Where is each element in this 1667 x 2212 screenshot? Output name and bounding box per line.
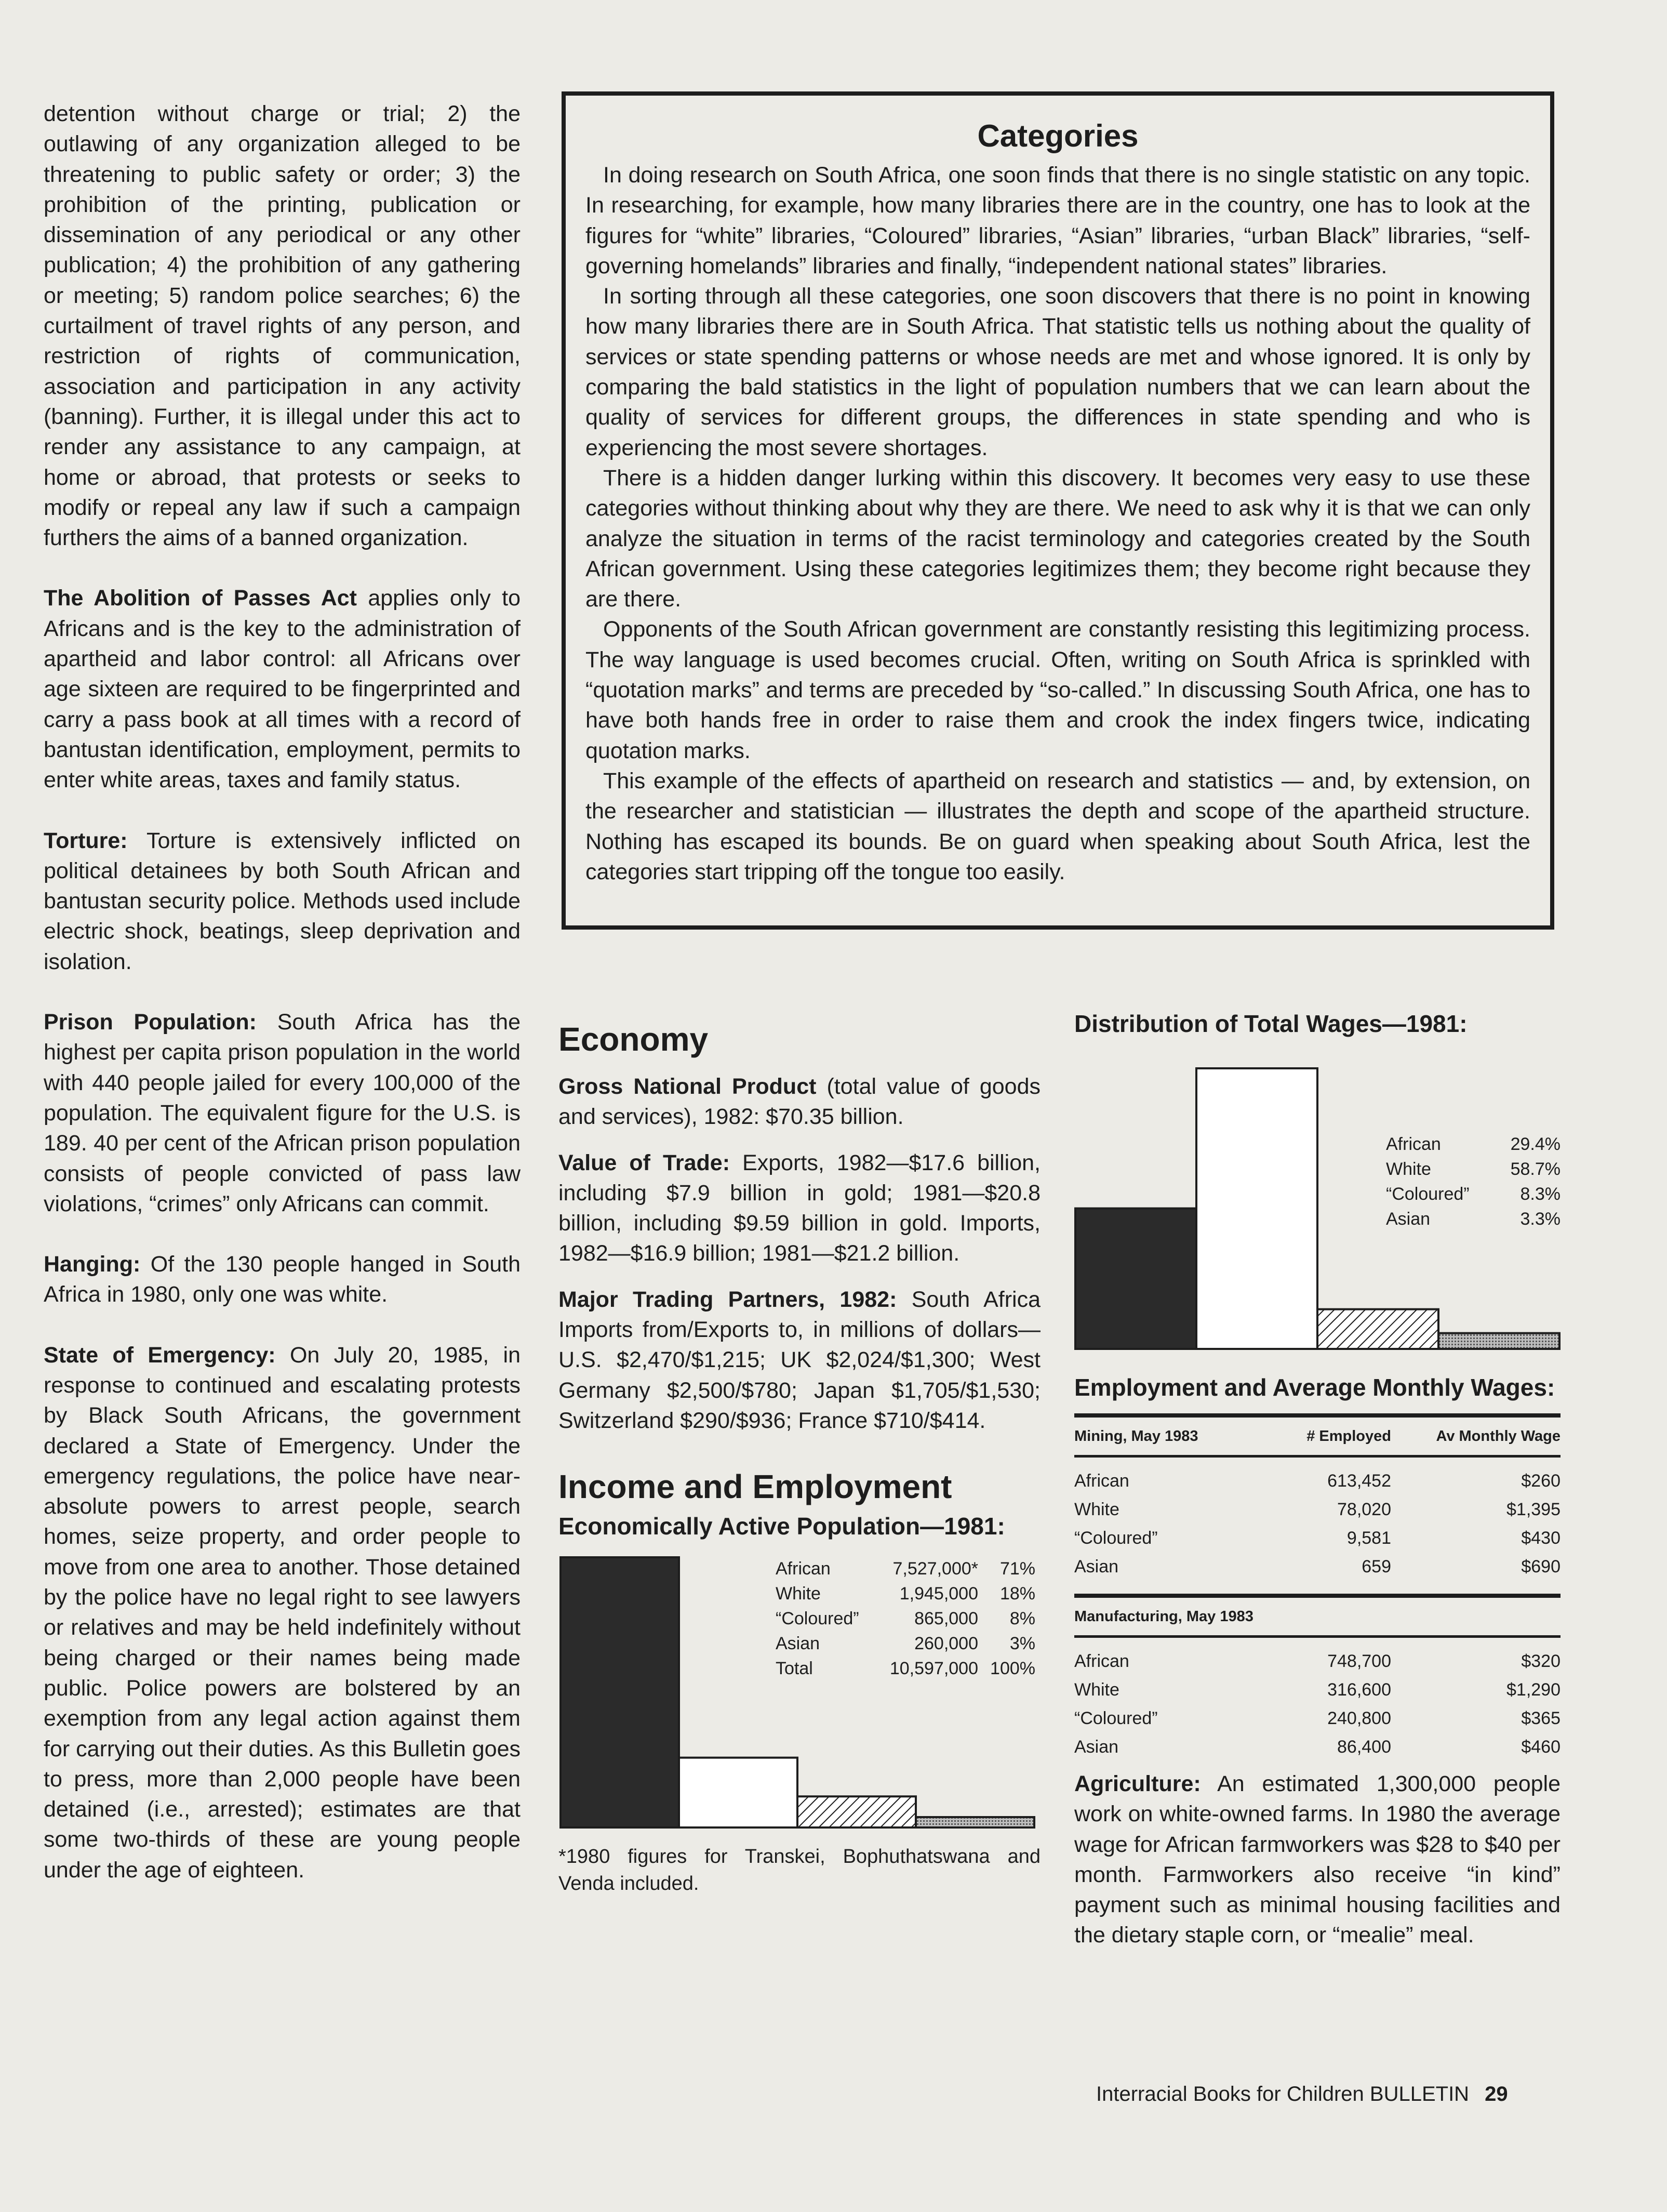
row-group: “Coloured” xyxy=(1074,1708,1158,1728)
legend-percent: 100% xyxy=(990,1659,1035,1679)
table-row xyxy=(1074,1647,1561,1676)
paragraph-value-of-trade: Value of Trade: Exports, 1982—$17.6 billion, including $7.9 billion in gold; 1981—$20.8 billion, including $9.59 billion in gold. Imports, 1982—$16.9 billion; 1981—$21.2 billion. xyxy=(558,1150,1041,1266)
legend-value: 260,000 xyxy=(914,1634,978,1654)
categories-paragraph: In doing research on South Africa, one soon finds that there is no single statistic on any topic. In researching, for example, how many libraries there are in the country, one has to look at the figures for “white” libraries, “Coloured” libraries, “Asian” libraries, “urban Black” libraries, “self-governing homelands” libraries and finally, “independent national states” libraries. xyxy=(585,163,1530,279)
categories-paragraph: Opponents of the South African government are constantly resisting this legitimizing process. The way language is used becomes crucial. Often, writing on South Africa is sprinkled with “quotation marks” and terms are preceded by “so-called.” In discussing South Africa, one has to have both hands free in order to raise them and crook the index fingers twice, indicating quotation marks. xyxy=(585,617,1530,763)
mining-table-header xyxy=(1074,1413,1561,1458)
table-row xyxy=(1074,1524,1561,1553)
legend-category: African xyxy=(1386,1134,1441,1154)
legend-row xyxy=(1386,1157,1561,1182)
paragraph-trading-partners: Major Trading Partners, 1982: South Africa Imports from/Exports to, in millions of dollars—U.S. $2,470/$1,215; UK $2,024/$1,300; West Germany $2,500/$780; Japan $1,705/$1,530; Switzerland $290/$936; France $710/$414. xyxy=(558,1287,1041,1433)
legend-row-total xyxy=(776,1656,1041,1681)
economy-heading: Economy xyxy=(558,1021,709,1058)
legend-row xyxy=(776,1606,1041,1631)
column-employed: # Employed xyxy=(1306,1427,1391,1445)
legend-percent: 3% xyxy=(1009,1634,1035,1654)
paragraph-hanging: Hanging: Of the 130 people hanged in South Africa in 1980, only one was white. xyxy=(44,1252,521,1307)
legend-category: White xyxy=(1386,1159,1431,1179)
legend-category: White xyxy=(776,1584,821,1604)
paragraph-abolition-of-passes: The Abolition of Passes Act applies only to Africans and is the key to the administration of apartheid and labor control: all Africans over age sixteen are required to be fingerprinted and carry a pass book at all times with a record of bantustan identification, employment, permits to enter white areas, taxes and family status. xyxy=(44,586,521,793)
legend-row xyxy=(1386,1207,1561,1231)
row-employed: 86,400 xyxy=(1337,1737,1391,1757)
row-wage: $1,290 xyxy=(1506,1680,1561,1700)
row-wage: $260 xyxy=(1521,1471,1561,1491)
left-column xyxy=(44,99,521,1915)
population-chart-title: Economically Active Population—1981: xyxy=(558,1513,1005,1540)
bar-african xyxy=(561,1557,679,1827)
paragraph-gnp: Gross National Product (total value of goods and services), 1982: $70.35 billion. xyxy=(558,1074,1041,1130)
row-employed: 78,020 xyxy=(1337,1500,1391,1519)
paragraph-agriculture: Agriculture: An estimated 1,300,000 people work on white-owned farms. In 1980 the average wage for African farmworkers was $28 to $40 per month. Farmworkers also receive “in kind” payment such as minimal housing facilities and the dietary staple corn, or “mealie” meal. xyxy=(1074,1771,1561,1948)
employment-heading: Employment and Average Monthly Wages: xyxy=(1074,1374,1555,1401)
table-row xyxy=(1074,1704,1561,1733)
row-group: Asian xyxy=(1074,1557,1119,1577)
column-wage: Av Monthly Wage xyxy=(1436,1427,1561,1445)
categories-paragraph: There is a hidden danger lurking within this discovery. It becomes very easy to use these categories without thinking about why they are there. We need to ask why it is that we can only analyze the situation in terms of the racist terminology and categories created by the South African government. Using these categories legitimizes them; they become right because they are there. xyxy=(585,465,1530,612)
legend-percent: 8% xyxy=(1009,1609,1035,1629)
paragraph-state-of-emergency: State of Emergency: On July 20, 1985, in response to continued and escalating protests by Black South Africans, the government declared a State of Emergency. Under the emergency regulations, the police have near-absolute powers to arrest people, search homes, seize property, and order people to move from one area to another. Those detained by the police have no legal right to see lawyers or relatives and may be held indefinitely without being charged or their names being made public. Police powers are bolstered by an exemption from any legal action against them for carrying out their duties. As this Bulletin goes to press, more than 2,000 people have been detained (i.e., arrested); estimates are that some two-thirds of these are young people under the age of eighteen. xyxy=(44,1342,521,1883)
legend-category: Asian xyxy=(776,1634,820,1654)
legend-category: Total xyxy=(776,1659,813,1679)
row-employed: 240,800 xyxy=(1327,1708,1391,1728)
population-legend xyxy=(776,1556,1041,1681)
bar-asian xyxy=(916,1817,1034,1827)
row-wage: $320 xyxy=(1521,1651,1561,1671)
row-employed: 659 xyxy=(1362,1557,1391,1577)
population-footnote: *1980 figures for Transkei, Bophuthatswana and Venda included. xyxy=(558,1846,1041,1895)
bar-asian xyxy=(1438,1333,1559,1349)
legend-value: 10,597,000 xyxy=(889,1659,978,1679)
legend-value: 58.7% xyxy=(1510,1159,1561,1179)
manufacturing-table-title: Manufacturing, May 1983 xyxy=(1074,1608,1253,1625)
table-row xyxy=(1074,1733,1561,1761)
legend-row xyxy=(776,1581,1041,1606)
row-wage: $1,395 xyxy=(1506,1500,1561,1519)
legend-category: “Coloured” xyxy=(1386,1184,1470,1204)
manufacturing-table xyxy=(1074,1638,1561,1769)
legend-value: 29.4% xyxy=(1510,1134,1561,1154)
row-employed: 613,452 xyxy=(1327,1471,1391,1491)
income-heading: Income and Employment xyxy=(558,1468,952,1506)
bar-coloured xyxy=(797,1797,916,1828)
right-column xyxy=(1074,1008,1561,1981)
bar-white xyxy=(679,1758,797,1827)
middle-column xyxy=(558,1018,1041,1927)
legend-category: Asian xyxy=(1386,1209,1431,1229)
categories-sidebar-box xyxy=(562,91,1554,930)
legend-row xyxy=(1386,1132,1561,1157)
row-group: African xyxy=(1074,1471,1129,1491)
legend-value: 3.3% xyxy=(1520,1209,1561,1229)
legend-value: 8.3% xyxy=(1520,1184,1561,1204)
row-group: White xyxy=(1074,1680,1119,1700)
manufacturing-table-header xyxy=(1074,1594,1561,1638)
row-group: Asian xyxy=(1074,1737,1119,1757)
page-footer xyxy=(1096,2083,1508,2106)
legend-percent: 71% xyxy=(999,1559,1035,1579)
legend-category: African xyxy=(776,1559,831,1579)
table-row xyxy=(1074,1676,1561,1704)
row-employed: 748,700 xyxy=(1327,1651,1391,1671)
categories-paragraph: In sorting through all these categories, one soon discovers that there is no point in knowing how many libraries there are in South Africa. That statistic tells us nothing about the quality of services or state spending patterns or whose needs are met and whose ignored. It is only by comparing the bald statistics in the light of population numbers that we can learn about the quality of services for different groups, the differences in state spending and who is experiencing the most severe shortages. xyxy=(585,284,1530,460)
paragraph-internal-security: detention without charge or trial; 2) the outlawing of any organization alleged to be threatening to public safety or order; 3) the prohibition of the printing, publication or dissemination of any periodical or any other publication; 4) the prohibition of any gathering or meeting; 5) random police searches; 6) the curtailment of travel rights of any person, and restriction of rights of communication, association and participation in any activity (banning). Further, it is illegal under this act to render any assistance to any campaign, at home or abroad, that protests or seeks to modify or repeal any law if such a campaign furthers the aims of a banned organization. xyxy=(44,101,521,551)
paragraph-torture: Torture: Torture is extensively inflicted on political detainees by both South African and bantustan security police. Methods used include electric shock, beatings, sleep deprivation and isolation. xyxy=(44,828,521,974)
bar-coloured xyxy=(1317,1309,1438,1349)
categories-title: Categories xyxy=(977,118,1139,153)
wages-chart-title: Distribution of Total Wages—1981: xyxy=(1074,1010,1468,1037)
row-wage: $430 xyxy=(1521,1528,1561,1548)
wages-chart xyxy=(1074,1044,1561,1356)
row-group: White xyxy=(1074,1500,1119,1519)
legend-value: 7,527,000* xyxy=(892,1559,978,1579)
row-employed: 9,581 xyxy=(1346,1528,1391,1548)
row-group: African xyxy=(1074,1651,1129,1671)
row-employed: 316,600 xyxy=(1327,1680,1391,1700)
table-row xyxy=(1074,1553,1561,1581)
page-number: 29 xyxy=(1485,2083,1508,2105)
mining-table xyxy=(1074,1458,1561,1594)
categories-paragraph: This example of the effects of apartheid on research and statistics — and, by extension, on the researcher and statistician — illustrates the depth and scope of the apartheid structure. Nothing has escaped its bounds. Be on guard when speaking about South Africa, lest the categories start tripping off the tongue too easily. xyxy=(585,768,1530,884)
legend-row xyxy=(776,1631,1041,1656)
mining-table-title: Mining, May 1983 xyxy=(1074,1427,1198,1445)
wages-legend xyxy=(1386,1132,1561,1231)
legend-row xyxy=(776,1556,1041,1581)
legend-percent: 18% xyxy=(999,1584,1035,1604)
paragraph-prison-population: Prison Population: South Africa has the highest per capita prison population in the world with 440 people jailed for every 100,000 of the population. The equivalent figure for the U.S. is 189. 40 per cent of the African prison population consists of people convicted of pass law violations, “crimes” only Africans can commit. xyxy=(44,1010,521,1216)
bar-african xyxy=(1075,1209,1196,1349)
bar-white xyxy=(1196,1068,1317,1349)
row-wage: $690 xyxy=(1521,1557,1561,1577)
legend-row xyxy=(1386,1182,1561,1207)
table-row xyxy=(1074,1495,1561,1524)
publication-name: Interracial Books for Children BULLETIN xyxy=(1096,2083,1470,2105)
row-wage: $460 xyxy=(1521,1737,1561,1757)
legend-value: 865,000 xyxy=(914,1609,978,1629)
row-group: “Coloured” xyxy=(1074,1528,1158,1548)
legend-category: “Coloured” xyxy=(776,1609,859,1629)
population-chart xyxy=(558,1552,1041,1833)
legend-value: 1,945,000 xyxy=(899,1584,978,1604)
table-row xyxy=(1074,1467,1561,1495)
row-wage: $365 xyxy=(1521,1708,1561,1728)
